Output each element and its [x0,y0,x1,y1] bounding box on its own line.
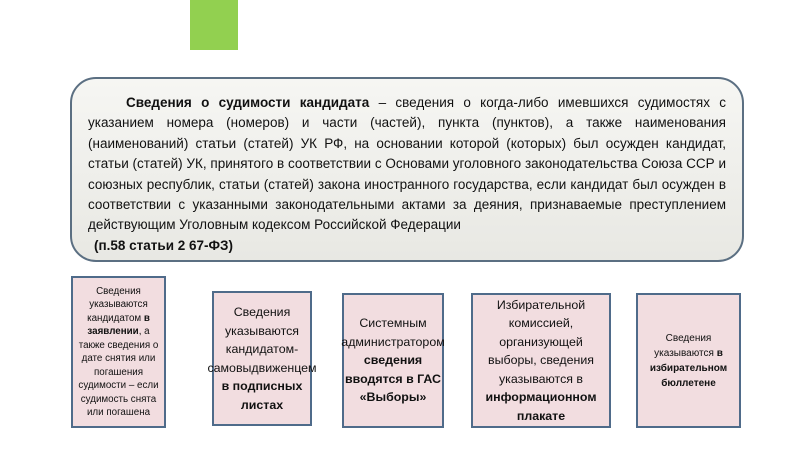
card-signature-sheets-text: Сведения указываются кандидатом-самовыдвиженцем в подписных листах [207,305,317,412]
card-ballot [636,293,741,428]
card-gas-vybory [342,293,444,428]
definition-text: – сведения о когда-либо имевшихся судимостях с указанием номера (номеров) и части (частей), пункта (пунктов), а также наименования (наименований) статьи (статей) УК РФ, на основании которой (которых) был осужден кандидат, статьи (статей) УК, принятого в соответствии с Основами уголовного законодательства Союза ССР и союзных республик, статьи (статей) закона иностранного государства, если кандидат был осужден в соответствии с указанными законодательными актами за деяния, признаваемые преступлением действующим Уголовным кодексом Российской Федерации [88,95,726,233]
card-info-poster-text: Избирательной комиссией, организующей выборы, сведения указываются в информационном плакате [485,297,597,423]
definition-paragraph [88,93,726,236]
card-application [71,276,166,428]
definition-term: Сведения о судимости кандидата [126,95,370,110]
green-accent-block [190,0,238,50]
card-gas-vybory-text: Системным администратором сведения вводятся в ГАС «Выборы» [341,316,445,405]
card-ballot-text: Сведения указываются в избирательном бюллетене [649,332,728,389]
card-application-text: Сведения указываются кандидатом в заявлении, а также сведения о дате снятия или погашения судимости – если судимость снята или погашена [78,285,159,418]
card-signature-sheets [207,291,317,426]
law-reference: (п.58 статьи 2 67-ФЗ) [94,237,234,253]
card-info-poster [471,293,611,428]
definition-box [70,77,744,262]
